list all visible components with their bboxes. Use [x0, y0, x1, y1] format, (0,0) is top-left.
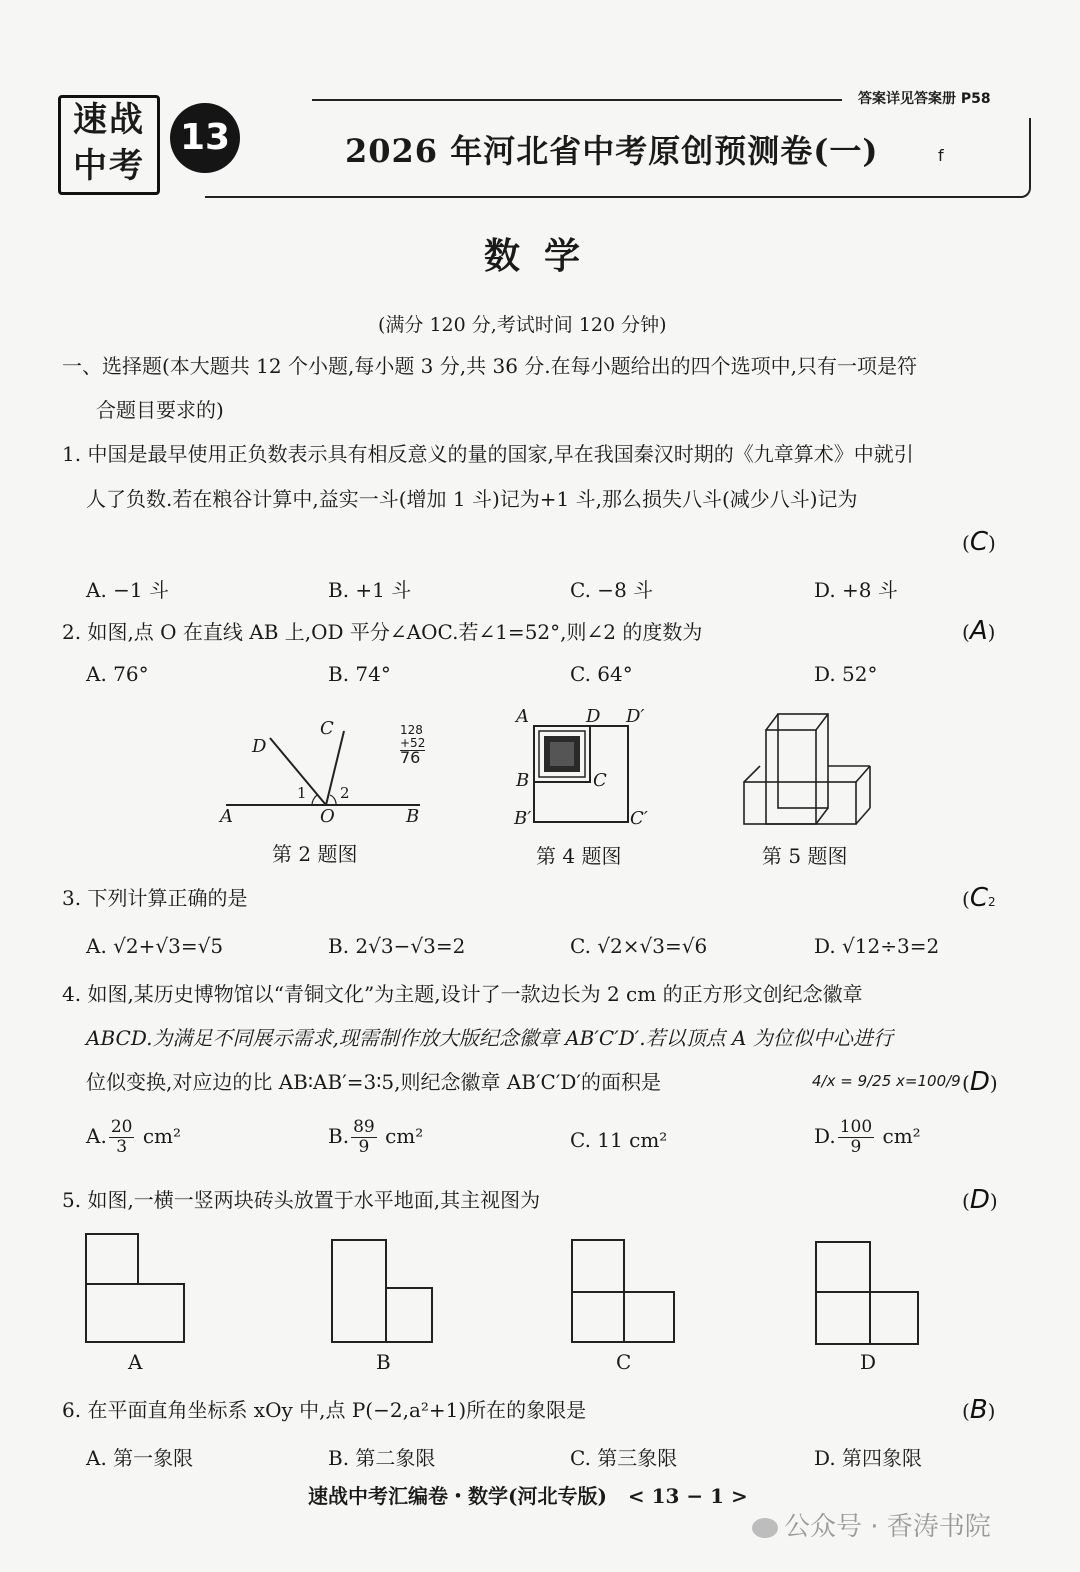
q1-line-2: 人了负数.若在粮谷计算中,益实一斗(增加 1 斗)记为+1 斗,那么损失八斗(减少八斗)记为: [86, 487, 858, 511]
q3-option-d: D. √12÷3=2: [814, 934, 940, 958]
paper-number-badge: 13: [170, 103, 240, 173]
subject-heading: 数学: [484, 235, 605, 277]
q3-option-c: C. √2×√3=√6: [570, 934, 708, 958]
answer-reference: 答案详见答案册 P58: [858, 91, 991, 107]
page-title: 2026 年河北省中考原创预测卷(一): [345, 132, 879, 170]
q1-line-1: 1. 中国是最早使用正负数表示具有相反意义的量的国家,早在我国秦汉时期的《九章算术》中就引: [62, 442, 914, 466]
watermark: [752, 1506, 991, 1543]
q4-option-a-unit: cm²: [142, 1124, 181, 1148]
q2-answer: A: [969, 616, 988, 646]
q6-option-b: B. 第二象限: [328, 1446, 436, 1470]
q5-option-a: A: [128, 1350, 143, 1374]
q5-figure-b-short: [386, 1288, 432, 1342]
q5-figure-b-tall: [332, 1240, 386, 1342]
exam-meta: (满分 120 分,考试时间 120 分钟): [378, 314, 667, 336]
fig4-label-c-prime: C′: [630, 808, 648, 829]
q4-option-d-label: D.: [814, 1124, 836, 1148]
footer-text: 速战中考汇编卷・数学(河北专版): [308, 1484, 607, 1508]
q2-work-line-3: 76: [400, 748, 421, 767]
section-heading-line-1: 一、选择题(本大题共 12 个小题,每小题 3 分,共 36 分.在每小题给出的四个选项中,只有一项是符: [62, 354, 917, 378]
fig4-label-c: C: [593, 770, 607, 791]
q4-option-d-num: 100: [839, 1117, 873, 1137]
fig4-label-d-prime: D′: [626, 706, 645, 727]
q1-option-d: D. +8 斗: [814, 578, 898, 602]
q3-option-a: A. √2+√3=√5: [86, 934, 224, 958]
fig2-label-a: A: [220, 806, 233, 827]
q4-option-d-unit: cm²: [882, 1124, 921, 1148]
q3-answer: C: [969, 883, 988, 913]
q3-option-b: B. 2√3−√3=2: [328, 934, 466, 958]
fig2-label-o: O: [320, 806, 335, 827]
q5-figure-d-top: [816, 1242, 870, 1292]
fig2-label-c: C: [320, 718, 334, 739]
q4-line-3: 位似变换,对应边的比 AB∶AB′=3∶5,则纪念徽章 AB′C′D′的面积是: [86, 1070, 661, 1094]
fig2-caption: 第 2 题图: [272, 842, 358, 866]
q4-handwritten-work: 4/x = 9/25 x=100/9: [812, 1072, 961, 1090]
q3-handwritten-mark: 2: [987, 895, 996, 909]
q4-option-a-num: 20: [110, 1117, 133, 1137]
page-footer: [308, 1480, 748, 1509]
q6-answer: B: [969, 1395, 988, 1425]
fig4-label-a: A: [516, 706, 529, 727]
q3-answer-bracket: (C2: [962, 883, 996, 913]
q4-option-b-label: B.: [328, 1124, 350, 1148]
q5-answer: D: [969, 1185, 990, 1215]
q5-figure-a-bottom: [86, 1284, 184, 1342]
q4-line-2: ABCD.为满足不同展示需求,现需制作放大版纪念徽章 AB′C′D′.若以顶点 A 为位似中心进行: [86, 1026, 893, 1050]
q2-option-a: A. 76°: [86, 662, 149, 686]
page-number: < 13 − 1 >: [627, 1484, 748, 1508]
fig4-label-b: B: [516, 770, 530, 791]
q3-line-1: 3. 下列计算正确的是: [62, 886, 248, 910]
watermark-text: 公众号 · 香涛书院: [784, 1512, 991, 1542]
q4-option-b-den: 9: [358, 1137, 370, 1157]
q4-option-b-num: 89: [353, 1117, 375, 1137]
q2-option-d: D. 52°: [814, 662, 878, 686]
q1-answer-bracket: (C): [962, 527, 996, 557]
q5-option-b: B: [376, 1350, 391, 1374]
fig2-label-d: D: [252, 736, 267, 757]
q5-line-1: 5. 如图,一横一竖两块砖头放置于水平地面,其主视图为: [62, 1188, 541, 1212]
q4-option-a-label: A.: [86, 1124, 107, 1148]
q2-option-b: B. 74°: [328, 662, 391, 686]
q2-answer-bracket: (A): [962, 616, 996, 646]
q1-option-b: B. +1 斗: [328, 578, 412, 602]
q2-work-line-1: 128: [400, 723, 423, 737]
q5-option-d: D: [860, 1350, 877, 1374]
q6-option-a: A. 第一象限: [86, 1446, 194, 1470]
q6-answer-bracket: (B): [962, 1395, 996, 1425]
q4-line-1: 4. 如图,某历史博物馆以“青铜文化”为主题,设计了一款边长为 2 cm 的正方形文创纪念徽章: [62, 982, 863, 1006]
q5-answer-bracket: (D): [962, 1185, 998, 1215]
wechat-icon: [752, 1518, 778, 1538]
fig2-label-angle-2: 2: [340, 784, 350, 802]
fig4-label-b-prime: B′: [514, 808, 532, 829]
q5-figure-c-top: [572, 1240, 624, 1292]
q2-line-1: 2. 如图,点 O 在直线 AB 上,OD 平分∠AOC.若∠1=52°,则∠2 的度数为: [62, 620, 703, 644]
q4-option-c-unit: cm²: [629, 1128, 668, 1152]
q4-answer-bracket: (D): [962, 1067, 998, 1097]
q6-option-c: C. 第三象限: [570, 1446, 678, 1470]
q2-work-line-2: +52: [400, 736, 426, 750]
logo-line-2: 中考: [73, 146, 145, 186]
q4-option-a-den: 3: [116, 1137, 128, 1157]
q4-answer: D: [969, 1067, 990, 1097]
fig4-caption: 第 4 题图: [536, 844, 622, 868]
q6-option-d: D. 第四象限: [814, 1446, 923, 1470]
q4-option-c-label: C. 11: [570, 1128, 623, 1152]
q4-option-b-unit: cm²: [385, 1124, 424, 1148]
logo-line-1: 速战: [73, 100, 145, 140]
q4-option-d-den: 9: [850, 1137, 862, 1157]
q6-line-1: 6. 在平面直角坐标系 xOy 中,点 P(−2,a²+1)所在的象限是: [62, 1398, 587, 1422]
fig2-label-angle-1: 1: [297, 784, 307, 802]
fig4-label-d: D: [586, 706, 601, 727]
q1-answer: C: [969, 527, 988, 557]
fig2-label-b: B: [406, 806, 420, 827]
q5-option-c: C: [616, 1350, 632, 1374]
q1-option-a: A. −1 斗: [86, 578, 169, 602]
title-mark: f: [938, 146, 944, 165]
q1-option-c: C. −8 斗: [570, 578, 654, 602]
q2-option-c: C. 64°: [570, 662, 633, 686]
section-heading-line-2: 合题目要求的): [96, 398, 224, 422]
q5-figure-a-top: [86, 1234, 138, 1284]
fig5-caption: 第 5 题图: [762, 844, 848, 868]
